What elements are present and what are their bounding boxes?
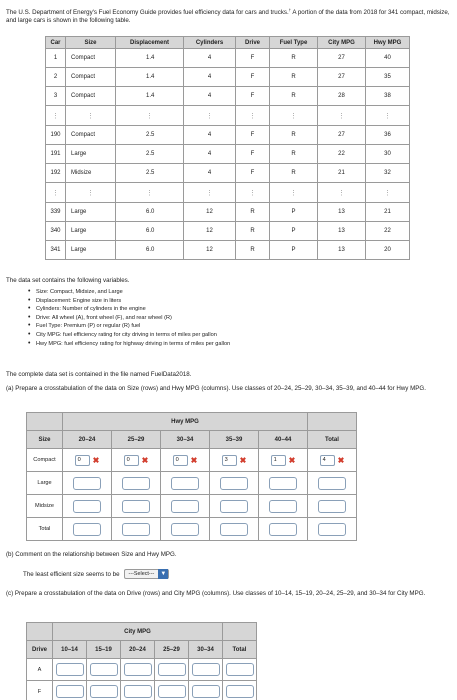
data-cell: 340 [46, 222, 66, 241]
answer-input[interactable] [90, 663, 118, 676]
data-cell: F [236, 145, 270, 164]
answer-input[interactable] [269, 477, 297, 490]
crosstab-blank-header [308, 413, 357, 431]
data-cell: 21 [366, 203, 410, 222]
data-cell: 38 [366, 87, 410, 106]
data-cell: ⋮ [236, 106, 270, 126]
crosstab-column-header: Total [308, 431, 357, 449]
data-cell: F [236, 126, 270, 145]
data-cell: 1.4 [116, 87, 184, 106]
data-cell: Compact [66, 126, 116, 145]
data-cell: 36 [366, 126, 410, 145]
fuel-data-table [45, 36, 410, 260]
answer-input[interactable] [158, 685, 186, 698]
crosstab-column-header: 10–14 [53, 641, 87, 659]
crosstab-row-label: Total [27, 518, 63, 541]
crosstab-cell [210, 449, 259, 472]
crosstab-column-header: Total [223, 641, 257, 659]
crosstab-cell [259, 518, 308, 541]
crosstab-cell [63, 495, 112, 518]
data-cell: ⋮ [116, 106, 184, 126]
answer-input[interactable] [122, 523, 150, 536]
data-header-cell: Car [46, 37, 66, 49]
answer-input[interactable] [220, 500, 248, 513]
least-efficient-row [23, 569, 169, 579]
data-cell: 2.5 [116, 164, 184, 183]
data-cell: F [236, 49, 270, 68]
data-row [46, 222, 410, 241]
data-cell: 2 [46, 68, 66, 87]
answer-input[interactable] [124, 685, 152, 698]
data-cell: ⋮ [318, 106, 366, 126]
data-cell: 4 [184, 87, 236, 106]
answer-input[interactable] [122, 500, 150, 513]
crosstab-cell [155, 659, 189, 681]
data-cell: 13 [318, 241, 366, 260]
variable-item: • City MPG: fuel efficiency rating for city driving in terms of miles per gallon [36, 331, 230, 340]
data-cell: 20 [366, 241, 410, 260]
answer-input[interactable] [220, 477, 248, 490]
answer-entry [75, 455, 100, 466]
data-cell: R [270, 68, 318, 87]
crosstab-cell [210, 518, 259, 541]
part-c-prompt: (c) Prepare a crosstabulation of the data on Drive (rows) and City MPG (columns). Use classes of 10–14, 15–19, 20–24, 25–29, and 30–34 for City MPG. [6, 590, 426, 597]
data-row [46, 49, 410, 68]
answer-input[interactable]: 1 [271, 455, 286, 466]
variable-item: • Displacement: Engine size in liters [36, 297, 230, 306]
crosstab-cell [87, 681, 121, 700]
data-cell: R [270, 49, 318, 68]
answer-input[interactable] [73, 523, 101, 536]
data-cell: ⋮ [366, 183, 410, 203]
data-cell: 6.0 [116, 222, 184, 241]
answer-input[interactable] [269, 523, 297, 536]
crosstab-cell [308, 449, 357, 472]
data-cell: 4 [184, 126, 236, 145]
crosstab-row [27, 681, 257, 700]
data-cell: 4 [184, 145, 236, 164]
answer-input[interactable] [192, 663, 220, 676]
data-cell: 13 [318, 222, 366, 241]
answer-input[interactable] [171, 500, 199, 513]
data-header-cell: Cylinders [184, 37, 236, 49]
data-cell: ⋮ [46, 183, 66, 203]
data-header-cell: Size [66, 37, 116, 49]
answer-input[interactable]: 0 [75, 455, 90, 466]
crosstab-column-header: 30–34 [189, 641, 223, 659]
answer-entry [124, 455, 149, 466]
variable-item: • Drive: All wheel (A), front wheel (F), and rear wheel (R) [36, 314, 230, 323]
data-cell: R [270, 164, 318, 183]
crosstab-cell [112, 518, 161, 541]
crosstab-cell [161, 495, 210, 518]
crosstab-cell [161, 518, 210, 541]
data-cell: 4 [184, 49, 236, 68]
intro-sentence-2: A portion of the data from 2018 for 341 compact, midsize, and large cars is shown in the following table. [6, 9, 450, 25]
variables-heading: The data set contains the following variables. [6, 277, 130, 284]
crosstab-cell [259, 472, 308, 495]
data-cell: 22 [366, 222, 410, 241]
data-cell: 21 [318, 164, 366, 183]
crosstab-column-header: 35–39 [210, 431, 259, 449]
answer-input[interactable] [171, 523, 199, 536]
data-cell: P [270, 203, 318, 222]
crosstab-column-header: 20–24 [121, 641, 155, 659]
data-cell: 35 [366, 68, 410, 87]
x-mark-icon: ✖ [337, 455, 345, 465]
data-cell: 22 [318, 145, 366, 164]
crosstab-cell [308, 472, 357, 495]
answer-input[interactable] [226, 663, 254, 676]
answer-input[interactable] [56, 685, 84, 698]
part-b-prompt: (b) Comment on the relationship between Size and Hwy MPG. [6, 551, 177, 558]
variable-item: • Cylinders: Number of cylinders in the engine [36, 305, 230, 314]
crosstab-cell [189, 659, 223, 681]
crosstab-column-header: 40–44 [259, 431, 308, 449]
x-mark-icon: ✖ [141, 455, 149, 465]
x-mark-icon: ✖ [92, 455, 100, 465]
answer-input[interactable] [192, 685, 220, 698]
data-cell: ⋮ [270, 106, 318, 126]
crosstab-cell [210, 472, 259, 495]
crosstab-column-header: 25–29 [112, 431, 161, 449]
crosstab-cell [121, 659, 155, 681]
data-cell: R [270, 145, 318, 164]
crosstab-cell [223, 681, 257, 700]
data-cell: 190 [46, 126, 66, 145]
answer-input[interactable] [73, 477, 101, 490]
data-header-cell: Displacement [116, 37, 184, 49]
crosstab-cell [53, 659, 87, 681]
crosstab-column-header: 30–34 [161, 431, 210, 449]
data-cell: 6.0 [116, 241, 184, 260]
answer-input[interactable] [318, 523, 346, 536]
data-cell: 1 [46, 49, 66, 68]
intro-text [6, 6, 454, 25]
crosstab-column-header: 15–19 [87, 641, 121, 659]
data-row [46, 164, 410, 183]
data-row [46, 241, 410, 260]
data-cell: R [270, 126, 318, 145]
crosstab-cell [53, 681, 87, 700]
part-a-prompt: (a) Prepare a crosstabulation of the data on Size (rows) and Hwy MPG (columns). Use classes of 20–24, 25–29, 30–34, 35–39, and 40–44 for Hwy MPG. [6, 385, 426, 392]
crosstab-cell [161, 472, 210, 495]
data-cell: 1.4 [116, 49, 184, 68]
answer-input[interactable] [158, 663, 186, 676]
answer-input[interactable]: 3 [222, 455, 237, 466]
least-efficient-label: The least efficient size seems to be [23, 570, 120, 578]
data-cell: P [270, 222, 318, 241]
crosstab-cell [259, 495, 308, 518]
answer-input[interactable] [122, 477, 150, 490]
answer-input[interactable] [226, 685, 254, 698]
crosstab-cell [161, 449, 210, 472]
data-cell: Compact [66, 49, 116, 68]
crosstab-group-header: Hwy MPG [63, 413, 308, 431]
data-cell: 2.5 [116, 145, 184, 164]
data-cell: ⋮ [116, 183, 184, 203]
answer-input[interactable] [171, 477, 199, 490]
least-efficient-select[interactable] [124, 569, 170, 579]
x-mark-icon: ✖ [288, 455, 296, 465]
data-cell: R [236, 203, 270, 222]
answer-entry [173, 455, 198, 466]
crosstab-cell [112, 495, 161, 518]
data-cell: 32 [366, 164, 410, 183]
data-row [46, 126, 410, 145]
answer-input[interactable] [269, 500, 297, 513]
data-cell: Large [66, 222, 116, 241]
crosstab-row-header: Size [27, 431, 63, 449]
data-cell: Compact [66, 68, 116, 87]
data-cell: ⋮ [184, 106, 236, 126]
answer-input[interactable] [220, 523, 248, 536]
data-cell: R [270, 87, 318, 106]
dataset-note: The complete data set is contained in the file named FuelData2018. [6, 371, 192, 378]
data-cell: Compact [66, 87, 116, 106]
crosstab-cell [121, 681, 155, 700]
data-row [46, 106, 410, 126]
data-row [46, 183, 410, 203]
crosstab-blank-header [223, 623, 257, 641]
crosstab-column-header: 25–29 [155, 641, 189, 659]
data-cell: 30 [366, 145, 410, 164]
data-cell: 6.0 [116, 203, 184, 222]
answer-input[interactable] [318, 477, 346, 490]
crosstab-row-label: Compact [27, 449, 63, 472]
data-header-cell: City MPG [318, 37, 366, 49]
data-cell: F [236, 164, 270, 183]
crosstab-cell [63, 472, 112, 495]
data-row [46, 145, 410, 164]
answer-input[interactable]: 0 [173, 455, 188, 466]
data-cell: ⋮ [270, 183, 318, 203]
crosstab-row-label: A [27, 659, 53, 681]
data-header-cell: Drive [236, 37, 270, 49]
data-table-body [46, 49, 410, 260]
data-cell: 12 [184, 203, 236, 222]
crosstab-cell [112, 449, 161, 472]
data-cell: 192 [46, 164, 66, 183]
crosstab-cell [308, 518, 357, 541]
data-row [46, 68, 410, 87]
data-cell: 1.4 [116, 68, 184, 87]
data-cell: ⋮ [366, 106, 410, 126]
data-row [46, 87, 410, 106]
variable-item: • Fuel Type: Premium (P) or regular (R) fuel [36, 322, 230, 331]
data-cell: Large [66, 203, 116, 222]
data-cell: ⋮ [318, 183, 366, 203]
data-cell: 27 [318, 49, 366, 68]
footnote-marker: † [288, 7, 291, 12]
data-cell: 27 [318, 68, 366, 87]
crosstab-row-label: Midsize [27, 495, 63, 518]
data-cell: F [236, 87, 270, 106]
variables-list [36, 288, 230, 348]
answer-input[interactable] [124, 663, 152, 676]
data-cell: ⋮ [66, 183, 116, 203]
data-cell: Large [66, 145, 116, 164]
data-cell: 12 [184, 222, 236, 241]
crosstab-row [27, 449, 357, 472]
crosstab-row-label: F [27, 681, 53, 700]
data-cell: 13 [318, 203, 366, 222]
crosstab-cell [87, 659, 121, 681]
crosstab-row [27, 518, 357, 541]
data-cell: ⋮ [46, 106, 66, 126]
crosstab-cell [308, 495, 357, 518]
data-cell: 28 [318, 87, 366, 106]
crosstab-corner [27, 623, 53, 641]
data-cell: P [270, 241, 318, 260]
answer-entry [222, 455, 247, 466]
data-cell: R [236, 241, 270, 260]
data-cell: 4 [184, 164, 236, 183]
answer-entry [320, 455, 345, 466]
data-cell: 341 [46, 241, 66, 260]
crosstab-cell [112, 472, 161, 495]
answer-input[interactable] [90, 685, 118, 698]
data-cell: F [236, 68, 270, 87]
variable-item: • Hwy MPG: fuel efficiency rating for highway driving in terms of miles per gallon [36, 340, 230, 349]
data-cell: Large [66, 241, 116, 260]
answer-input[interactable] [318, 500, 346, 513]
crosstab-row-label: Large [27, 472, 63, 495]
crosstab-cell [223, 659, 257, 681]
crosstab-cell [63, 449, 112, 472]
crosstab-row [27, 659, 257, 681]
data-cell: 3 [46, 87, 66, 106]
answer-input[interactable] [73, 500, 101, 513]
data-cell: 12 [184, 241, 236, 260]
crosstab-row-header: Drive [27, 641, 53, 659]
crosstab-cell [189, 681, 223, 700]
intro-sentence: The U.S. Department of Energy's Fuel Economy Guide provides fuel efficiency data for cars and trucks. [6, 9, 289, 17]
crosstab-cell [210, 495, 259, 518]
crosstab-row [27, 472, 357, 495]
answer-entry [271, 455, 296, 466]
data-cell: ⋮ [236, 183, 270, 203]
select-value: ---Select--- [128, 571, 155, 577]
x-mark-icon: ✖ [239, 455, 247, 465]
crosstab-group-header: City MPG [53, 623, 223, 641]
data-row [46, 203, 410, 222]
data-cell: 191 [46, 145, 66, 164]
x-mark-icon: ✖ [190, 455, 198, 465]
data-cell: Midsize [66, 164, 116, 183]
data-cell: 2.5 [116, 126, 184, 145]
data-cell: 4 [184, 68, 236, 87]
data-table-header-row [46, 37, 410, 49]
data-header-cell: Fuel Type [270, 37, 318, 49]
crosstab-cell [259, 449, 308, 472]
data-cell: ⋮ [184, 183, 236, 203]
data-header-cell: Hwy MPG [366, 37, 410, 49]
crosstab-cell [63, 518, 112, 541]
answer-input[interactable]: 0 [124, 455, 139, 466]
crosstab-corner [27, 413, 63, 431]
answer-input[interactable]: 4 [320, 455, 335, 466]
dropdown-arrow-icon[interactable]: ▼ [158, 569, 168, 579]
data-cell: 40 [366, 49, 410, 68]
crosstab-cell [155, 681, 189, 700]
data-cell: R [236, 222, 270, 241]
size-hwy-crosstab [26, 412, 357, 541]
variable-item: • Size: Compact, Midsize, and Large [36, 288, 230, 297]
answer-input[interactable] [56, 663, 84, 676]
data-cell: ⋮ [66, 106, 116, 126]
drive-city-crosstab [26, 622, 257, 700]
crosstab-row [27, 495, 357, 518]
data-cell: 27 [318, 126, 366, 145]
crosstab-column-header: 20–24 [63, 431, 112, 449]
data-cell: 339 [46, 203, 66, 222]
